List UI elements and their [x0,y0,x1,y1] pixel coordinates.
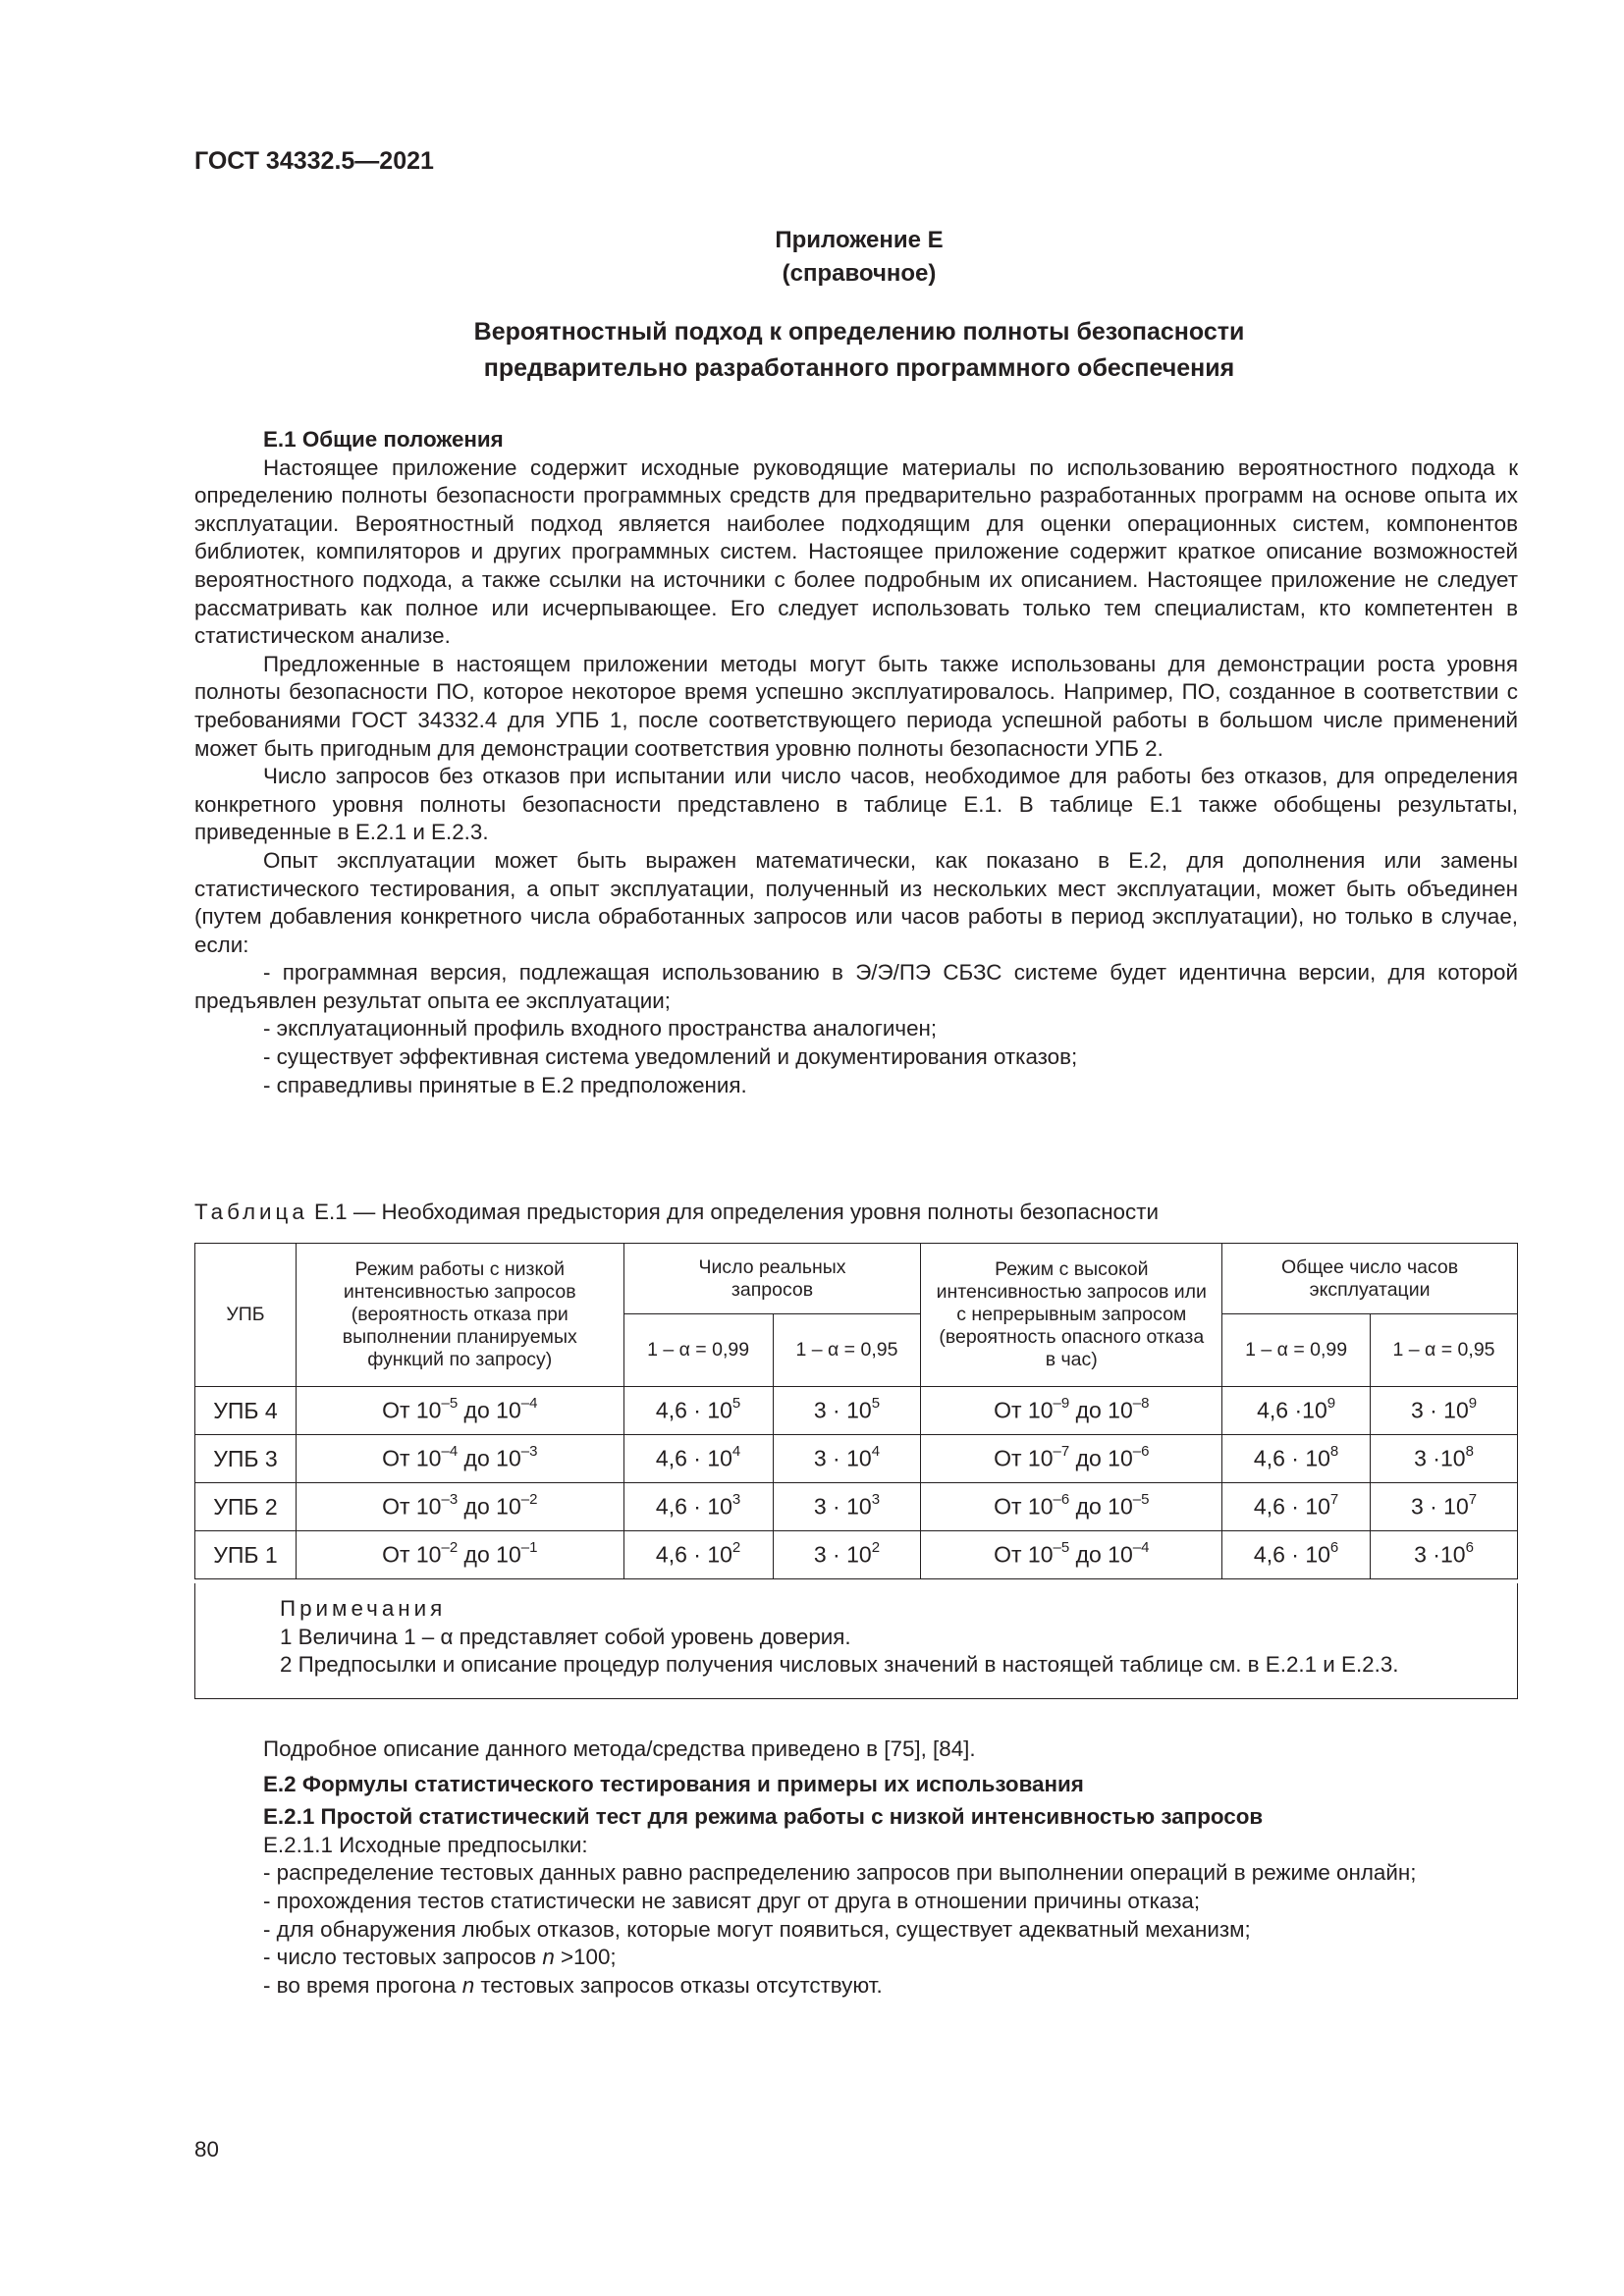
cell-exponent: –7 [1053,1443,1070,1461]
table-row [195,1483,1518,1531]
cell-text: 3 ·10 [1414,1445,1466,1471]
cell-upb [195,1435,297,1483]
variable-n: n [542,1945,555,1970]
cell-text: От 10 [382,1541,442,1568]
cell-exponent: 4 [871,1443,881,1461]
table-caption-prefix: Таблица [194,1200,308,1224]
cell-text: От 10 [994,1541,1054,1568]
cell-text: 3 · 10 [1410,1397,1469,1423]
cell-text: От 10 [994,1397,1054,1423]
paragraph: Настоящее приложение содержит исходные руководящие материалы по использованию вероятностного подхода к определению полноты безопасности программных средств для предварительно разработанных программ на основе опыта их эксплуатации. Вероятностный подход является наиболее подходящим для оценки операционных систем, компонентов библиотек, компиляторов и других программных систем. Настоящее приложение содержит краткое описание возможностей вероятностного подхода, а также ссылки на источники с более подробным их описанием. Настоящее приложение не следует рассматривать как полное или исчерпывающее. Его следует использовать только тем специалистам, кто компетентен в статистическом анализе. [194,454,1518,649]
text-part: - число тестовых запросов [263,1945,543,1970]
appendix-label [0,224,1624,291]
cell-text: 3 ·10 [1414,1541,1466,1568]
list-item: - эксплуатационный профиль входного пространства аналогичен; [263,1016,938,1041]
cell-exponent: 6 [1465,1539,1474,1557]
cell-text: УПБ 2 [213,1493,278,1520]
cell-upb [195,1387,297,1435]
header-confidence-099: 1 – α = 0,99 [1222,1314,1371,1387]
cell-high-demand-range [921,1435,1222,1483]
appendix-title [0,314,1624,387]
cell-text: до 10 [458,1541,521,1568]
cell-exponent: 4 [731,1443,741,1461]
cell-exponent: –4 [520,1395,538,1413]
cell-text: до 10 [1069,1541,1133,1568]
notes-title: Примечания [280,1596,447,1621]
paragraph: Число запросов без отказов при испытании или число часов, необходимое для работы без отказов, для определения конкретного уровня полноты безопасности представлено в таблице Е.1. В таблице Е.1 также обобщены результаты, приведенные в Е.2.1 и Е.2.3. [194,764,1518,845]
requirements-table [194,1243,1518,1579]
cell-hours-099 [1222,1387,1371,1435]
table-row [195,1531,1518,1579]
cell-text: до 10 [458,1445,521,1471]
section-e1-heading: Е.1 Общие положения [263,427,504,452]
text-part: >100; [554,1945,617,1970]
note-1: 1 Величина 1 – α представляет собой уровень доверия. [280,1624,851,1649]
cell-exponent: –2 [441,1539,459,1557]
header-confidence-099: 1 – α = 0,99 [623,1314,773,1387]
appendix-label-text: Приложение Е [775,227,944,253]
list-item: - программная версия, подлежащая использованию в Э/Э/ПЭ СБЗС системе будет идентична версии, для которой предъявлен результат опыта ее эксплуатации; [194,960,1518,1013]
cell-low-demand-range [296,1483,623,1531]
paragraph: Предложенные в настоящем приложении методы могут быть также использованы для демонстрации роста уровня полноты безопасности ПО, которое некоторое время успешно эксплуатировалось. Например, ПО, созданное в соответствии с требованиями ГОСТ 34332.4 для УПБ 1, после соответствующего периода успешной работы в большом числе применений может быть пригодным для демонстрации соответствия уровню полноты безопасности УПБ 2. [194,651,1518,761]
table-row [195,1387,1518,1435]
cell-text: 4,6 ·10 [1257,1397,1327,1423]
list-item: - распределение тестовых данных равно распределению запросов при выполнении операций в режиме онлайн; [263,1860,1417,1886]
text-part: тестовых запросов отказы отсутствуют. [474,1972,883,1998]
cell-low-demand-range [296,1531,623,1579]
list-item: - существует эффективная система уведомлений и документирования отказов; [263,1044,1078,1070]
variable-n: n [461,1972,475,1998]
cell-hours-095 [1371,1483,1518,1531]
section-e2 [194,1735,1518,2000]
cell-exponent: –3 [520,1443,538,1461]
cell-text: УПБ 1 [213,1541,278,1568]
reference-text: Подробное описание данного метода/средства приведено в [75], [84]. [263,1736,976,1761]
cell-exponent: 7 [1468,1491,1478,1509]
cell-high-demand-range [921,1387,1222,1435]
cell-text: 4,6 · 10 [655,1397,732,1423]
cell-requests-099 [623,1387,773,1435]
cell-exponent: 5 [871,1395,881,1413]
cell-hours-095 [1371,1531,1518,1579]
cell-exponent: 3 [871,1491,881,1509]
cell-exponent: –6 [1053,1491,1070,1509]
cell-text: 4,6 · 10 [1253,1493,1330,1520]
cell-text: 4,6 · 10 [655,1493,732,1520]
list-item [194,1972,1518,2001]
cell-text: От 10 [382,1397,442,1423]
cell-exponent: –5 [441,1395,459,1413]
note-2: 2 Предпосылки и описание процедур получения числовых значений в настоящей таблице см. в Е.2.1 и Е.2.3. [280,1652,1399,1678]
table-caption [194,1200,1159,1225]
cell-exponent: –1 [520,1539,538,1557]
header-confidence-095: 1 – α = 0,95 [773,1314,921,1387]
cell-exponent: 9 [1468,1395,1478,1413]
cell-requests-099 [623,1435,773,1483]
cell-exponent: –3 [441,1491,459,1509]
header-upb: УПБ [195,1244,297,1387]
cell-hours-095 [1371,1435,1518,1483]
cell-text: 4,6 · 10 [655,1445,732,1471]
cell-upb [195,1483,297,1531]
cell-hours-099 [1222,1483,1371,1531]
cell-requests-099 [623,1483,773,1531]
text-part: - во время прогона [263,1972,462,1998]
section-e2-heading: Е.2 Формулы статистического тестирования и примеры их использования [263,1771,1084,1796]
cell-exponent: 7 [1329,1491,1339,1509]
document-code: ГОСТ 34332.5—2021 [194,147,434,175]
appendix-title-line2: предварительно разработанного программного обеспечения [483,354,1235,382]
cell-hours-095 [1371,1387,1518,1435]
clause-e211: Е.2.1.1 Исходные предпосылки: [263,1832,588,1857]
cell-exponent: 2 [731,1539,741,1557]
cell-exponent: –8 [1132,1395,1150,1413]
cell-exponent: 9 [1326,1395,1336,1413]
page-number: 80 [194,2137,219,2162]
cell-high-demand-range [921,1531,1222,1579]
cell-exponent: –6 [1132,1443,1150,1461]
table-row [195,1435,1518,1483]
cell-text: 3 · 10 [813,1445,872,1471]
cell-hours-099 [1222,1531,1371,1579]
cell-requests-095 [773,1435,921,1483]
cell-exponent: 3 [731,1491,741,1509]
cell-text: 4,6 · 10 [1253,1445,1330,1471]
list-item [194,1944,1518,1972]
cell-exponent: –2 [520,1491,538,1509]
cell-exponent: –5 [1053,1539,1070,1557]
cell-text: От 10 [994,1445,1054,1471]
cell-hours-099 [1222,1435,1371,1483]
list-item: - прохождения тестов статистически не зависят друг от друга в отношении причины отказа; [263,1888,1201,1913]
table-caption-text: Е.1 — Необходимая предыстория для определения уровня полноты безопасности [314,1200,1159,1224]
cell-high-demand-range [921,1483,1222,1531]
header-confidence-095: 1 – α = 0,95 [1371,1314,1518,1387]
cell-exponent: –9 [1053,1395,1070,1413]
cell-requests-095 [773,1387,921,1435]
cell-exponent: –5 [1132,1491,1150,1509]
cell-upb [195,1531,297,1579]
cell-text: 3 · 10 [813,1541,872,1568]
cell-requests-099 [623,1531,773,1579]
table-notes [194,1583,1518,1699]
cell-exponent: 6 [1329,1539,1339,1557]
cell-text: 4,6 · 10 [655,1541,732,1568]
list-item: - для обнаружения любых отказов, которые могут появиться, существует адекватный механизм; [263,1916,1251,1942]
cell-text: От 10 [382,1493,442,1520]
cell-text: до 10 [1069,1397,1133,1423]
appendix-title-line1: Вероятностный подход к определению полноты безопасности [473,318,1245,346]
list-item: - справедливы принятые в Е.2 предположения. [263,1072,747,1097]
cell-exponent: –4 [1132,1539,1150,1557]
appendix-status: (справочное) [782,260,937,287]
header-total-hours: Общее число часов эксплуатации [1222,1244,1518,1314]
cell-exponent: 2 [871,1539,881,1557]
cell-requests-095 [773,1483,921,1531]
section-e21-heading: Е.2.1 Простой статистический тест для режима работы с низкой интенсивностью запросов [263,1804,1264,1830]
cell-requests-095 [773,1531,921,1579]
cell-text: 3 · 10 [813,1493,872,1520]
cell-exponent: 8 [1465,1443,1474,1461]
header-low-demand-mode: Режим работы с низкой интенсивностью запросов (вероятность отказа при выполнении планируемых функций по запросу) [296,1244,623,1387]
cell-text: УПБ 4 [213,1397,278,1423]
cell-low-demand-range [296,1435,623,1483]
cell-text: до 10 [458,1397,521,1423]
cell-text: От 10 [382,1445,442,1471]
cell-text: до 10 [1069,1445,1133,1471]
cell-text: 3 · 10 [813,1397,872,1423]
cell-text: 4,6 · 10 [1253,1541,1330,1568]
cell-exponent: 5 [731,1395,741,1413]
cell-text: до 10 [1069,1493,1133,1520]
cell-exponent: –4 [441,1443,459,1461]
cell-text: УПБ 3 [213,1445,278,1471]
cell-text: до 10 [458,1493,521,1520]
section-e1 [194,426,1518,1099]
cell-text: 3 · 10 [1410,1493,1469,1520]
cell-low-demand-range [296,1387,623,1435]
header-real-requests: Число реальных запросов [623,1244,921,1314]
cell-text: От 10 [994,1493,1054,1520]
header-high-demand-mode: Режим с высокой интенсивностью запросов или с непрерывным запросом (вероятность опасного отказа в час) [921,1244,1222,1387]
paragraph: Опыт эксплуатации может быть выражен математически, как показано в Е.2, для дополнения или замены статистического тестирования, а опыт эксплуатации, полученный из нескольких мест эксплуатации, может быть объединен (путем добавления конкретного числа обработанных запросов или часов работы в период эксплуатации), но только в случае, если: [194,847,1518,957]
cell-exponent: 8 [1329,1443,1339,1461]
